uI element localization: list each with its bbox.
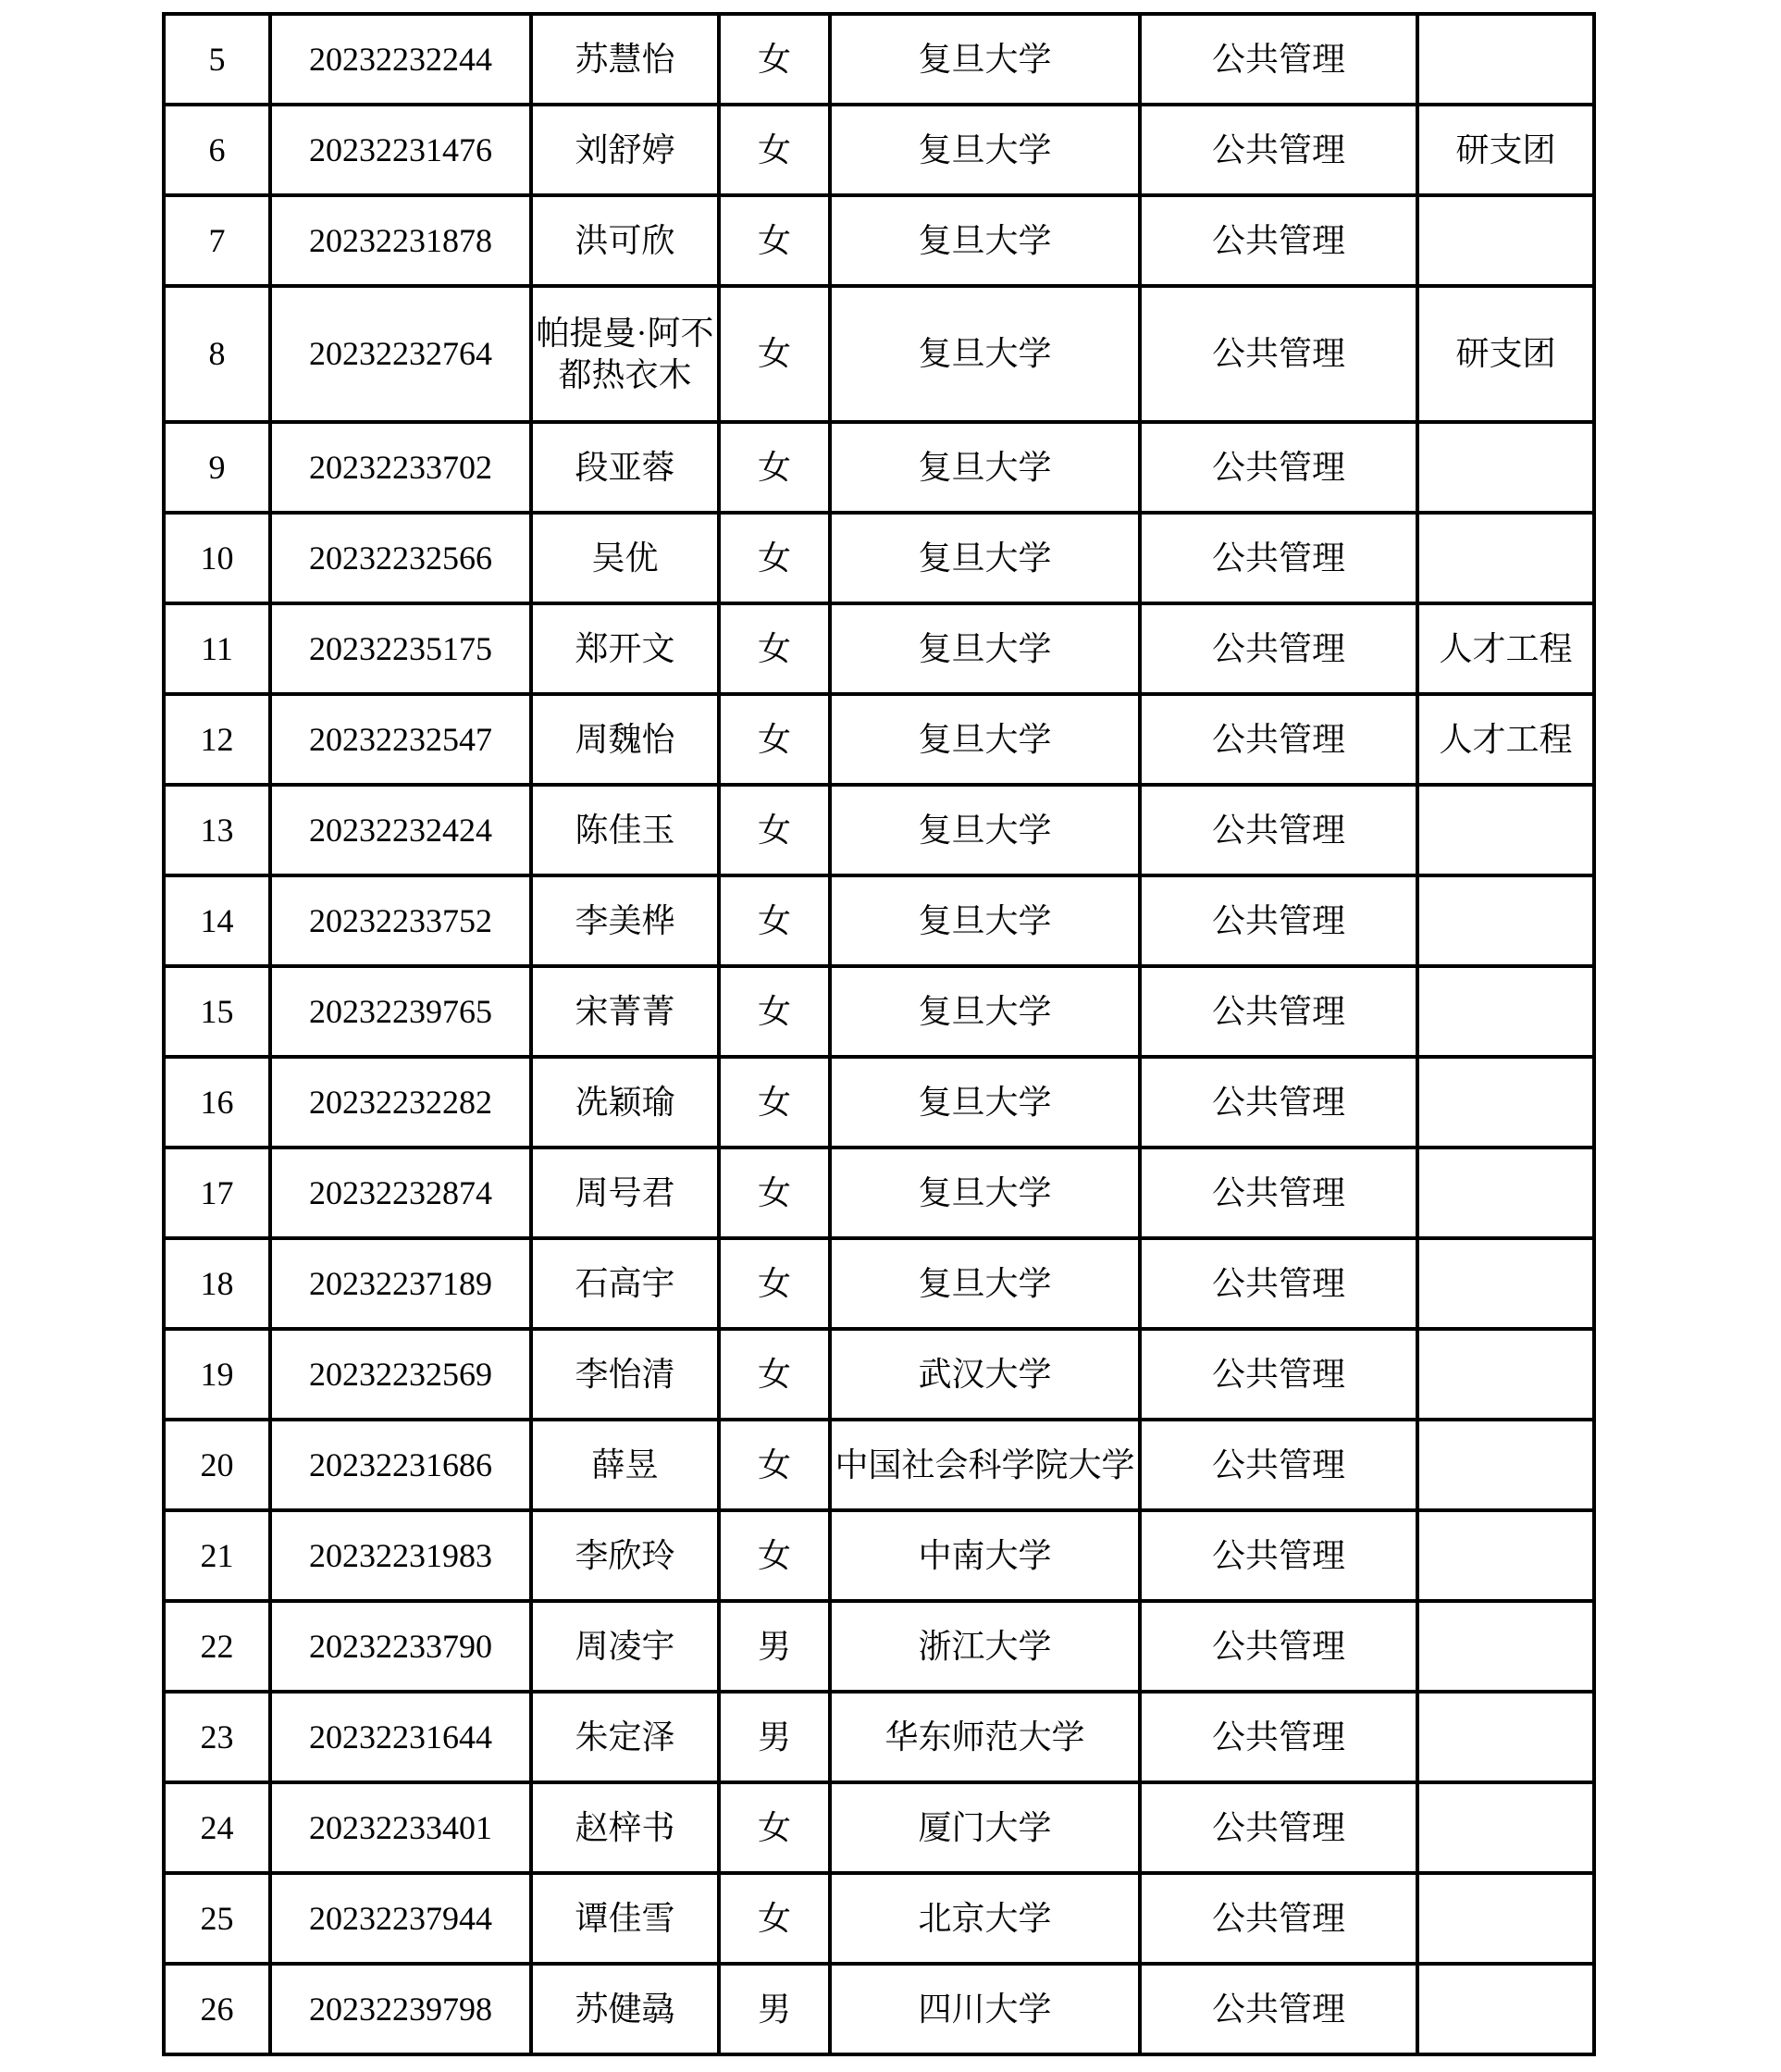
cell-row-number: 18 [164,1238,270,1329]
cell-note [1417,966,1594,1057]
cell-student-id: 20232239798 [270,1964,531,2054]
table-row [164,105,1594,195]
cell-major: 公共管理 [1140,603,1417,694]
cell-row-number: 22 [164,1601,270,1692]
cell-row-number: 23 [164,1692,270,1782]
cell-student-id: 20232232569 [270,1329,531,1420]
cell-note: 研支团 [1417,105,1594,195]
cell-note [1417,785,1594,875]
cell-major: 公共管理 [1140,1329,1417,1420]
cell-name [531,513,719,603]
cell-name [531,1782,719,1873]
cell-student-id: 20232237944 [270,1873,531,1964]
cell-gender: 女 [719,105,830,195]
table-row [164,966,1594,1057]
cell-name [531,286,719,422]
cell-student-id: 20232239765 [270,966,531,1057]
cell-university: 复旦大学 [830,785,1140,875]
student-name: 洪可欣 [575,221,675,259]
cell-university: 中南大学 [830,1510,1140,1601]
cell-student-id: 20232231644 [270,1692,531,1782]
cell-major: 公共管理 [1140,1692,1417,1782]
table-row [164,422,1594,513]
cell-student-id: 20232232566 [270,513,531,603]
cell-row-number: 20 [164,1420,270,1510]
cell-gender: 女 [719,1329,830,1420]
cell-major: 公共管理 [1140,785,1417,875]
cell-row-number: 17 [164,1148,270,1238]
cell-major: 公共管理 [1140,1601,1417,1692]
cell-note [1417,14,1594,105]
cell-university: 复旦大学 [830,1057,1140,1148]
cell-gender: 女 [719,1510,830,1601]
cell-name [531,14,719,105]
cell-major: 公共管理 [1140,14,1417,105]
cell-row-number: 21 [164,1510,270,1601]
cell-major: 公共管理 [1140,694,1417,785]
cell-major: 公共管理 [1140,1873,1417,1964]
cell-university: 复旦大学 [830,966,1140,1057]
cell-row-number: 19 [164,1329,270,1420]
cell-row-number: 8 [164,286,270,422]
student-name: 吴优 [591,539,659,577]
cell-row-number: 15 [164,966,270,1057]
cell-major: 公共管理 [1140,1510,1417,1601]
cell-major: 公共管理 [1140,875,1417,966]
cell-major: 公共管理 [1140,286,1417,422]
cell-name [531,422,719,513]
table-row [164,1873,1594,1964]
cell-student-id: 20232235175 [270,603,531,694]
student-name: 李欣玲 [575,1536,675,1574]
cell-note [1417,1329,1594,1420]
cell-gender: 女 [719,1148,830,1238]
cell-name [531,1329,719,1420]
cell-row-number: 6 [164,105,270,195]
cell-university: 复旦大学 [830,1238,1140,1329]
table-row [164,785,1594,875]
cell-student-id: 20232231686 [270,1420,531,1510]
student-name: 苏慧怡 [575,40,675,78]
cell-row-number: 26 [164,1964,270,2054]
table-row [164,1329,1594,1420]
cell-note: 人才工程 [1417,694,1594,785]
cell-university: 复旦大学 [830,422,1140,513]
cell-name [531,694,719,785]
cell-note [1417,1057,1594,1148]
cell-name [531,603,719,694]
cell-name [531,1057,719,1148]
cell-major: 公共管理 [1140,513,1417,603]
cell-note [1417,1420,1594,1510]
cell-university: 复旦大学 [830,14,1140,105]
cell-student-id: 20232233790 [270,1601,531,1692]
cell-name [531,1148,719,1238]
cell-major: 公共管理 [1140,422,1417,513]
cell-row-number: 7 [164,195,270,286]
cell-gender: 女 [719,875,830,966]
cell-student-id: 20232233702 [270,422,531,513]
table-row [164,1782,1594,1873]
student-name: 周号君 [575,1173,675,1211]
student-name: 李怡清 [575,1355,675,1393]
cell-gender: 男 [719,1964,830,2054]
cell-name [531,966,719,1057]
cell-major: 公共管理 [1140,1148,1417,1238]
cell-gender: 女 [719,966,830,1057]
cell-name [531,875,719,966]
cell-gender: 女 [719,1782,830,1873]
cell-name [531,105,719,195]
cell-name [531,1601,719,1692]
cell-note: 人才工程 [1417,603,1594,694]
student-name: 陈佳玉 [575,811,675,849]
student-name: 谭佳雪 [575,1899,675,1937]
cell-note [1417,422,1594,513]
cell-gender: 女 [719,513,830,603]
table-row [164,1148,1594,1238]
cell-gender: 女 [719,1873,830,1964]
cell-row-number: 25 [164,1873,270,1964]
cell-major: 公共管理 [1140,1782,1417,1873]
cell-note: 研支团 [1417,286,1594,422]
cell-major: 公共管理 [1140,1057,1417,1148]
roster-table [162,12,1596,2056]
cell-student-id: 20232231878 [270,195,531,286]
cell-student-id: 20232231983 [270,1510,531,1601]
cell-row-number: 12 [164,694,270,785]
cell-student-id: 20232232547 [270,694,531,785]
cell-note [1417,1782,1594,1873]
cell-major: 公共管理 [1140,1964,1417,2054]
table-row [164,1057,1594,1148]
cell-gender: 女 [719,603,830,694]
cell-student-id: 20232232764 [270,286,531,422]
cell-university: 浙江大学 [830,1601,1140,1692]
cell-note [1417,1964,1594,2054]
student-name: 郑开文 [575,629,675,667]
cell-name [531,1873,719,1964]
table-row [164,1964,1594,2054]
student-name: 周凌宇 [575,1627,675,1665]
cell-university: 华东师范大学 [830,1692,1140,1782]
cell-note [1417,875,1594,966]
cell-student-id: 20232237189 [270,1238,531,1329]
table-row [164,1510,1594,1601]
cell-note [1417,1238,1594,1329]
student-name: 刘舒婷 [575,130,675,168]
cell-name [531,1964,719,2054]
cell-note [1417,1148,1594,1238]
student-name: 朱定泽 [575,1718,675,1756]
cell-gender: 男 [719,1692,830,1782]
cell-row-number: 16 [164,1057,270,1148]
cell-university: 复旦大学 [830,286,1140,422]
student-name: 赵梓书 [575,1808,675,1846]
table-row [164,694,1594,785]
cell-student-id: 20232231476 [270,105,531,195]
table-row [164,513,1594,603]
roster-table-body [164,14,1594,2054]
cell-student-id: 20232232874 [270,1148,531,1238]
cell-name [531,1420,719,1510]
cell-university: 四川大学 [830,1964,1140,2054]
cell-major: 公共管理 [1140,1238,1417,1329]
student-name: 周魏怡 [575,720,675,758]
cell-name [531,1238,719,1329]
cell-gender: 女 [719,14,830,105]
table-row [164,1601,1594,1692]
cell-university: 复旦大学 [830,105,1140,195]
cell-university: 北京大学 [830,1873,1140,1964]
student-name: 石高宇 [575,1264,675,1302]
student-name: 冼颖瑜 [575,1083,675,1121]
cell-major: 公共管理 [1140,1420,1417,1510]
cell-gender: 女 [719,286,830,422]
cell-major: 公共管理 [1140,105,1417,195]
cell-university: 复旦大学 [830,1148,1140,1238]
cell-gender: 女 [719,1238,830,1329]
cell-student-id: 20232232244 [270,14,531,105]
table-row [164,286,1594,422]
table-row [164,1238,1594,1329]
cell-gender: 女 [719,1420,830,1510]
cell-row-number: 24 [164,1782,270,1873]
cell-note [1417,1601,1594,1692]
cell-note [1417,195,1594,286]
cell-name [531,1510,719,1601]
cell-name [531,785,719,875]
cell-row-number: 5 [164,14,270,105]
cell-gender: 女 [719,195,830,286]
cell-row-number: 14 [164,875,270,966]
table-row [164,875,1594,966]
cell-note [1417,1692,1594,1782]
cell-gender: 女 [719,694,830,785]
table-row [164,14,1594,105]
table-row [164,1420,1594,1510]
cell-university: 厦门大学 [830,1782,1140,1873]
student-name: 李美桦 [575,901,675,939]
cell-university: 复旦大学 [830,603,1140,694]
cell-university: 复旦大学 [830,195,1140,286]
cell-major: 公共管理 [1140,195,1417,286]
student-name: 段亚蓉 [575,448,675,486]
cell-university: 复旦大学 [830,694,1140,785]
cell-name [531,1692,719,1782]
cell-name [531,195,719,286]
cell-note [1417,1510,1594,1601]
cell-major: 公共管理 [1140,966,1417,1057]
cell-university: 武汉大学 [830,1329,1140,1420]
cell-student-id: 20232232282 [270,1057,531,1148]
cell-university: 复旦大学 [830,513,1140,603]
cell-row-number: 9 [164,422,270,513]
table-row [164,195,1594,286]
student-name: 帕提曼·阿不都热衣木 [536,314,714,393]
cell-student-id: 20232232424 [270,785,531,875]
cell-row-number: 11 [164,603,270,694]
table-row [164,603,1594,694]
cell-row-number: 13 [164,785,270,875]
student-name: 宋菁菁 [575,992,675,1030]
cell-note [1417,513,1594,603]
cell-gender: 女 [719,785,830,875]
cell-student-id: 20232233401 [270,1782,531,1873]
cell-university: 复旦大学 [830,875,1140,966]
cell-note [1417,1873,1594,1964]
table-row [164,1692,1594,1782]
cell-row-number: 10 [164,513,270,603]
cell-gender: 男 [719,1601,830,1692]
cell-student-id: 20232233752 [270,875,531,966]
student-name: 苏健骉 [575,1990,675,2028]
cell-gender: 女 [719,1057,830,1148]
cell-gender: 女 [719,422,830,513]
student-name: 薛昱 [591,1445,659,1483]
cell-university: 中国社会科学院大学 [830,1420,1140,1510]
